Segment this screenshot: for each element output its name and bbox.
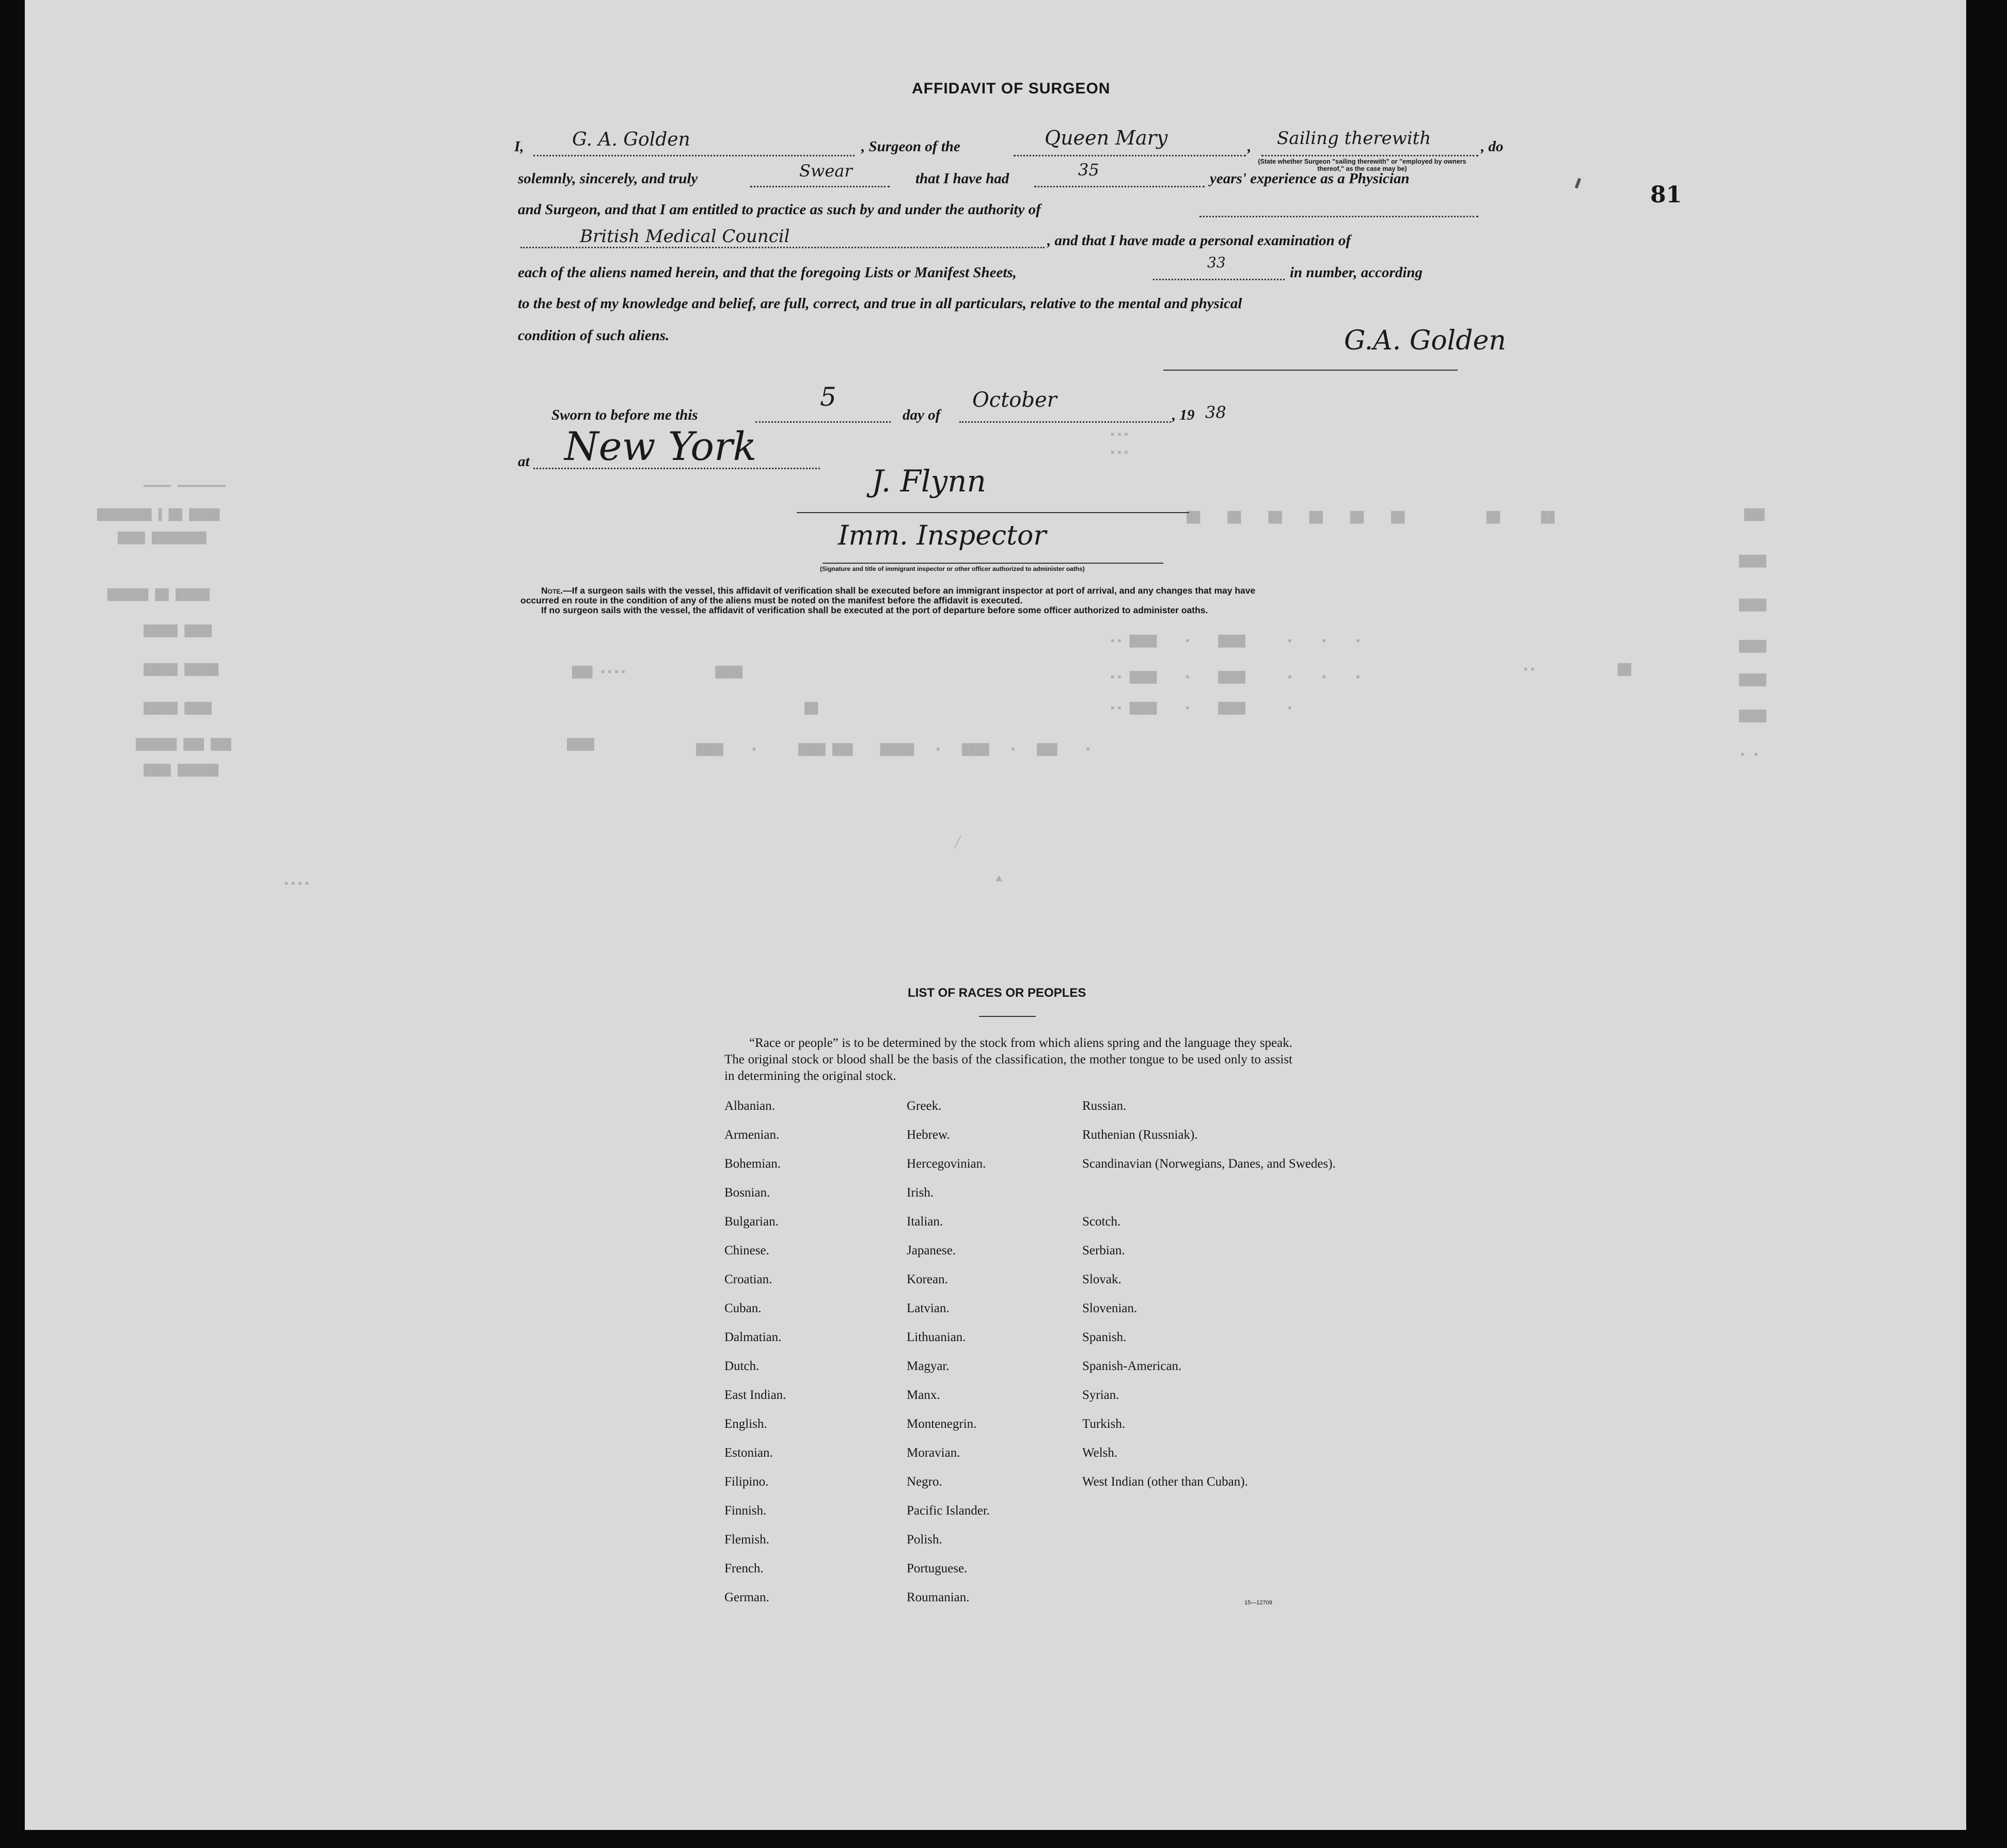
handwritten-verb: Swear [799,161,852,181]
document-sheet: ━━━━ ━━━━━━━ ████████ ▌▐█▌▐████ ████ ████████ ██████ ██ █████ █████ ████ █████ █████ █████ ████ ██████ ███ ███ ████ ██████ ███ ▪▪▪▪ ████ ██ ▪▪ ████ ▪ ████ ▪ ▪▪ ████ ▪ ████ ▪ ▪ ▪ ▪▪ ████ ▪ ████ ▪ ▪ ▪ ████ ▪ ████ ███ █████ ▪ ████ ▪ ███ ▪ ████ ▪▪ ██ ███ ████ ████ ████ ████ ████ ▪ ▪ ██ ██ ██ ██ ██ ██ ██ ██ ▪▪▪ ▪▪▪ ╱ ▲ ▪▪▪▪ 81 AFFIDAVIT OF SURGEON I, G. A. Golden , Surgeon of the Queen Mary , Sailing therewith (State whether Surgeon "sailing therewith" or "employed by owners thereof," as the case may be) , do solemnly, sincerely, and truly Swear that I have had 35 years' experience as a Physician and Surgeon, and that I am entitled to practice as such by and under the authority of British Medical Council , and that I have made a personal examination of each of the aliens named herein, and that the foregoing Lists or Manifest Sheets, 33 in number, according to the best of my knowledge and belief, are full, correct, and true in all particulars, relative to the mental and physical condition of such aliens. G.A. Golden Sworn to before me this 5 day of October , 19 38 at New York J. Flynn Imm. Inspector (Signature and title of immigrant inspector or other officer authorized to administer oaths) Note.—If a surgeon sails with the vessel, this affidavit of verification shall be executed before an immigrant inspector at port of arrival, and any changes that may have occurred en route in the condition of any of the aliens must be noted on the manifest before the affidavit is executed. If no surgeon sails with the vessel, the affidavit of verification shall be executed at the port of departure before some officer authorized to administer oaths. LIST OF RACES OR PEOPLES “Race or people” is to be determined by the stock from which aliens spring and the language they speak. The original stock or blood shall be the basis of the classification, the mother tongue to be used only to assist in determining the original stock. Albanian. Armenian. Bohemian. Bosnian. Bulgarian. Chinese. Croatian. Cuban. Dalmatian. Dutch. East Indian. English. Estonian. Filipino. Finnish. Flemish. French. German. Greek. Hebrew. Hercegovinian. Irish. Italian. Japanese. Korean. Latvian. Lithuanian. Magyar. Manx. Montenegrin. Moravian. Negro. Pacific Islander. Polish. Portuguese. Roumanian. Russian. Ruthenian (Russniak). Scandinavian (Norwegians, Danes, and Swedes). Scotch. Serbian. Slovak. Slovenian. Spanish. Spanish-American. Syrian. Turkish. Welsh. West Indian (other than Cuban). 15—12709 [25,0,1966,1830]
race-item: Lithuanian. [907,1330,966,1344]
handwritten-surgeon-name: G. A. Golden [572,129,690,150]
handwritten-month: October [972,388,1057,412]
race-item: Albanian. [724,1099,775,1113]
race-item: Negro. [907,1475,942,1489]
race-item: Manx. [907,1388,940,1402]
race-item: Slovenian. [1082,1301,1137,1315]
form-number: 15—12709 [1244,1600,1272,1606]
race-item: Cuban. [724,1301,762,1315]
signature-line [1163,370,1458,371]
title-rule [979,1016,1036,1017]
race-item: Russian. [1082,1099,1127,1113]
officer-signature: J. Flynn [872,464,986,499]
race-item: Dutch. [724,1359,760,1373]
race-item: Irish. [907,1186,934,1200]
race-item: Italian. [907,1215,943,1229]
race-item: Japanese. [907,1244,956,1257]
race-item: Scandinavian (Norwegians, Danes, and Swedes). [1082,1157,1336,1171]
race-item: Polish. [907,1533,942,1547]
page-number: 81 [1650,182,1682,208]
handwritten-year: 38 [1205,403,1226,422]
race-item: West Indian (other than Cuban). [1082,1475,1248,1489]
race-item: Moravian. [907,1446,960,1460]
sworn-text: , 19 [1172,407,1195,423]
race-item: Croatian. [724,1272,772,1286]
races-title: LIST OF RACES OR PEOPLES [908,986,1086,1000]
race-item: Greek. [907,1099,942,1113]
race-item: Hercegovinian. [907,1157,986,1171]
affidavit-title: AFFIDAVIT OF SURGEON [912,80,1111,97]
affidavit-text: solemnly, sincerely, and truly [518,170,698,187]
race-item: Latvian. [907,1301,950,1315]
margin-tick-mark [1575,178,1581,189]
race-item: Bulgarian. [724,1215,779,1229]
affidavit-text: years' experience as a Physician [1210,170,1410,187]
affidavit-text: , do [1481,138,1504,155]
race-item: Scotch. [1082,1215,1121,1229]
race-item: Spanish-American. [1082,1359,1182,1373]
note-label: Note. [541,585,563,596]
affidavit-text: and Surgeon, and that I am entitled to practice as such by and under the authority of [518,201,1041,218]
affidavit-text: , Surgeon of the [861,138,960,155]
handwritten-day: 5 [820,382,836,412]
handwritten-sheet-count: 33 [1207,254,1226,271]
race-item: Dalmatian. [724,1330,782,1344]
affidavit-text: condition of such aliens. [518,327,670,344]
handwritten-years: 35 [1078,160,1099,180]
race-item: Korean. [907,1272,948,1286]
affidavit-text: that I have had [915,170,1009,187]
race-item: Spanish. [1082,1330,1127,1344]
affidavit-text: , and that I have made a personal examination of [1047,232,1351,249]
place-label: at [518,453,530,470]
race-item: Welsh. [1082,1446,1118,1460]
race-item: German. [724,1590,769,1604]
race-item: Bosnian. [724,1186,770,1200]
race-item: Serbian. [1082,1244,1125,1257]
race-item: East Indian. [724,1388,786,1402]
race-item: Armenian. [724,1128,780,1142]
race-item: French. [724,1562,764,1575]
race-item: Pacific Islander. [907,1504,990,1518]
races-intro: “Race or people” is to be determined by the stock from which aliens spring and the language they speak. The original stock or blood shall be the basis of the classification, the mother tongue to be used only to assist in determining the original stock. [724,1036,1292,1083]
race-item: Turkish. [1082,1417,1126,1431]
sworn-text: day of [903,407,941,423]
affidavit-text: to the best of my knowledge and belief, are full, correct, and true in all particulars, relative to the mental and physical [518,295,1242,312]
race-item: Estonian. [724,1446,773,1460]
note-line: occurred en route in the condition of any of the aliens must be noted on the manifest before the affidavit is executed. [520,595,1023,606]
affidavit-text: each of the aliens named herein, and that the foregoing Lists or Manifest Sheets, [518,264,1017,281]
race-item: Filipino. [724,1475,769,1489]
race-item: Chinese. [724,1244,769,1257]
officer-caption: (Signature and title of immigrant inspector or other officer authorized to administer oaths) [820,565,1085,572]
sworn-text: Sworn to before me this [551,407,698,423]
race-item: Montenegrin. [907,1417,977,1431]
note-line: If no surgeon sails with the vessel, the affidavit of verification shall be executed at the port of departure before some officer authorized to administer oaths. [541,605,1208,615]
race-item: Ruthenian (Russniak). [1082,1128,1198,1142]
race-item: Magyar. [907,1359,950,1373]
handwritten-capacity: Sailing therewith [1277,128,1431,149]
handwritten-authority: British Medical Council [580,226,790,247]
race-item: Portuguese. [907,1562,968,1575]
handwritten-ship-name: Queen Mary [1045,126,1168,149]
affidavit-text: in number, according [1290,264,1423,281]
race-item: English. [724,1417,767,1431]
sailing-instruction: (State whether Surgeon "sailing therewith" or "employed by owners thereof," as the case may be) [1258,158,1466,172]
race-item: Slovak. [1082,1272,1121,1286]
affidavit-text: I, [514,138,524,155]
race-item: Finnish. [724,1504,767,1518]
race-item: Flemish. [724,1533,769,1547]
race-item: Syrian. [1082,1388,1119,1402]
race-item: Roumanian. [907,1590,970,1604]
race-item: Bohemian. [724,1157,781,1171]
race-item: Hebrew. [907,1128,950,1142]
surgeon-signature: G.A. Golden [1344,325,1506,356]
officer-title: Imm. Inspector [838,520,1047,551]
note-line: Note.—If a surgeon sails with the vessel, this affidavit of verification shall be executed before an immigrant inspector at port of arrival, and any changes that may have [541,585,1256,596]
handwritten-place: New York [564,423,757,469]
